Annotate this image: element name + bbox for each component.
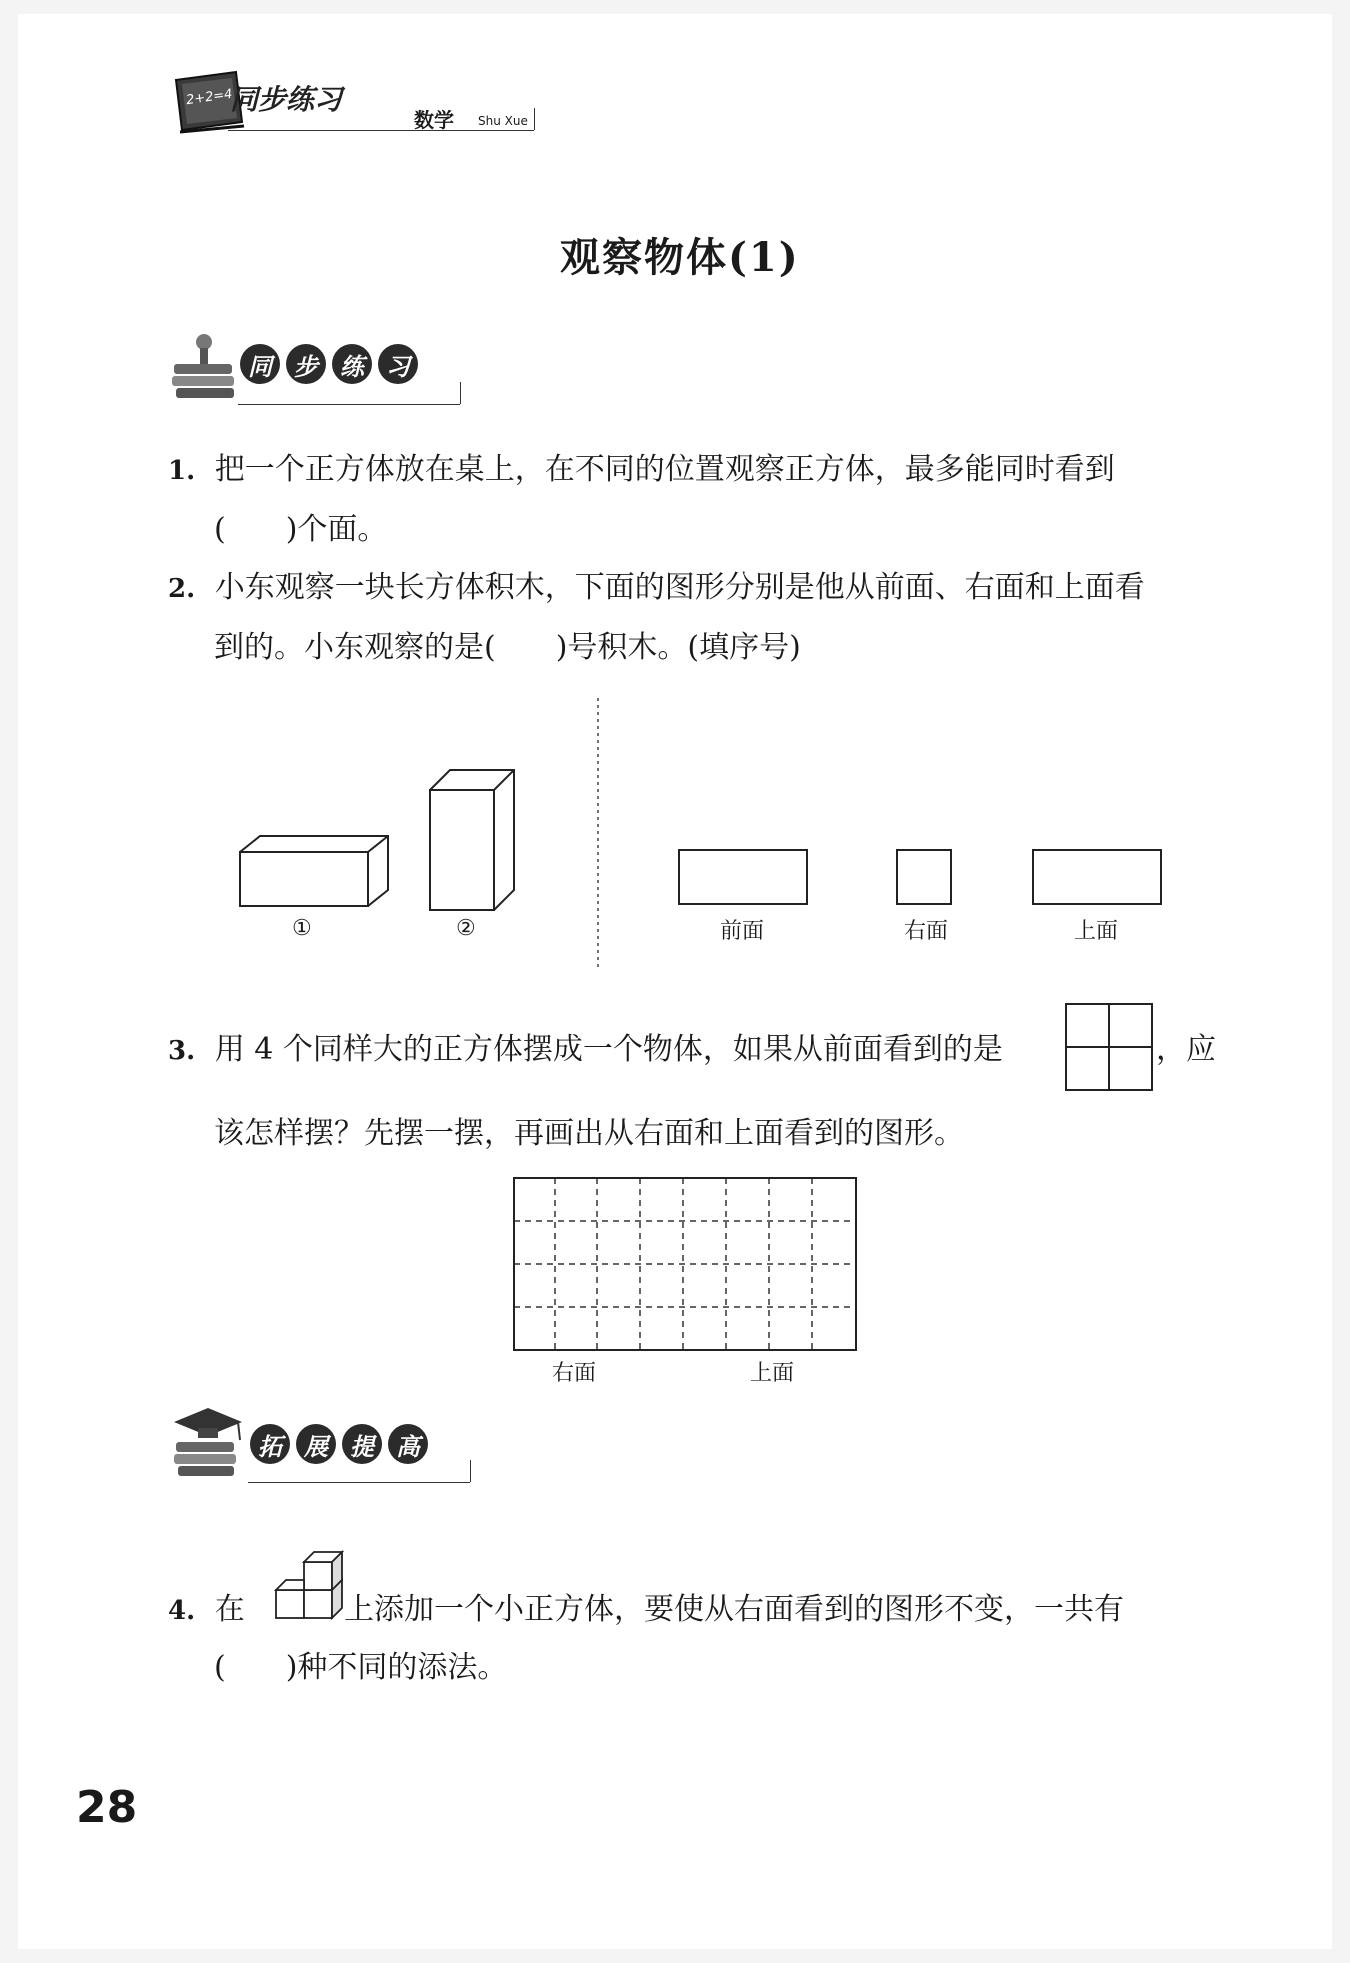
page-number: 28 — [76, 1782, 138, 1833]
option-label-2: ② — [456, 916, 476, 941]
question-2 — [168, 558, 1145, 619]
question-text: 小东观察一块长方体积木，下面的图形分别是他从前面、右面和上面看 — [214, 570, 1145, 605]
graduation-books-icon — [168, 1400, 248, 1480]
section-extend-rule-end — [470, 1460, 471, 1482]
question-4-line2: ( )种不同的添法。 — [214, 1650, 508, 1685]
question-number: 4. — [168, 1596, 196, 1626]
question-2-line2: 到的。小东观察的是( )号积木。(填序号) — [214, 630, 801, 665]
books-lamp-icon — [168, 330, 248, 410]
grid-label-right: 右面 — [552, 1361, 597, 1386]
grid-label-top: 上面 — [750, 1361, 795, 1386]
option-label-1: ① — [292, 916, 312, 941]
question-1 — [168, 440, 1115, 501]
view-label-front: 前面 — [720, 919, 765, 944]
question-number: 2. — [168, 574, 196, 604]
cuboid-option-2 — [430, 770, 514, 910]
header-banner — [168, 70, 538, 140]
section-extend-char: 高 — [388, 1424, 428, 1464]
section-sync-char: 步 — [286, 344, 326, 384]
q2-figure — [18, 674, 1332, 974]
section-sync-char: 同 — [240, 344, 280, 384]
question-text: 在 — [214, 1592, 245, 1627]
section-extend-header — [168, 1400, 478, 1480]
stacked-cubes-icon — [272, 1528, 346, 1628]
worksheet-page — [18, 14, 1332, 1949]
section-sync-header — [168, 330, 468, 410]
front-view-2x2-icon — [1064, 1002, 1154, 1092]
question-text: 把一个正方体放在桌上，在不同的位置观察正方体，最多能同时看到 — [214, 452, 1115, 487]
right-view-rect — [897, 850, 951, 904]
section-extend-underline — [248, 1482, 470, 1483]
section-extend-char: 提 — [342, 1424, 382, 1464]
question-3-line2: 该怎样摆？先摆一摆，再画出从右面和上面看到的图形。 — [214, 1116, 964, 1151]
question-text: 用 4 个同样大的正方体摆成一个物体，如果从前面看到的是 — [214, 1032, 1003, 1067]
front-view-rect — [679, 850, 807, 904]
answer-grid[interactable] — [512, 1176, 858, 1352]
question-1-line2: ( )个面。 — [214, 512, 388, 547]
question-number: 3. — [168, 1036, 196, 1066]
question-3 — [168, 1020, 1003, 1081]
section-sync-char: 练 — [332, 344, 372, 384]
cuboid-option-1 — [240, 836, 388, 906]
question-4 — [168, 1580, 245, 1641]
section-sync-char: 习 — [378, 344, 418, 384]
question-4-line1-end: 上添加一个小正方体，要使从右面看到的图形不变，一共有 — [344, 1592, 1124, 1627]
board-text: 2+2=4 — [185, 86, 234, 109]
series-title: 同步练习 — [230, 83, 343, 116]
subject-pinyin: Shu Xue — [478, 114, 528, 128]
section-extend-char: 拓 — [250, 1424, 290, 1464]
section-extend-char: 展 — [296, 1424, 336, 1464]
header-rule-end — [534, 108, 535, 130]
page-title: 观察物体(1) — [560, 234, 800, 281]
view-label-right: 右面 — [904, 919, 949, 944]
subject-label: 数学 — [414, 108, 454, 132]
question-3-line1-end: ，应 — [1156, 1032, 1216, 1067]
header-underline — [228, 130, 534, 131]
top-view-rect — [1033, 850, 1161, 904]
section-sync-rule-end — [460, 382, 461, 404]
question-number: 1. — [168, 456, 196, 486]
view-label-top: 上面 — [1074, 919, 1119, 944]
section-sync-underline — [238, 404, 460, 405]
